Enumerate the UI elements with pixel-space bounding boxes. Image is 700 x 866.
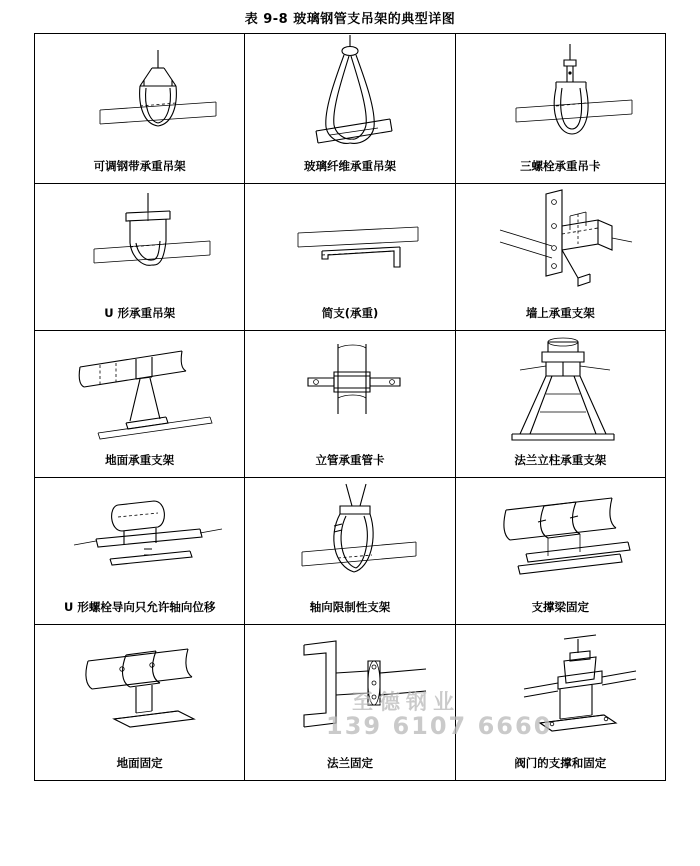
figure-cell-support-beam-fixed xyxy=(456,478,665,624)
u-type-load-hanger-figure xyxy=(35,184,244,303)
figure-cell-three-bolt-load-clamp xyxy=(456,34,665,183)
figure-caption: 支撑梁固定 xyxy=(531,600,590,615)
figure-cell-axial-restraint-bracket xyxy=(245,478,455,624)
riser-load-pipe-clamp-figure xyxy=(245,331,454,450)
floor-fixed-figure xyxy=(35,625,244,753)
figure-cell-flange-fixed xyxy=(245,625,455,780)
figure-caption: U 形承重吊架 xyxy=(104,306,176,321)
table-row xyxy=(35,34,665,184)
figure-cell-wall-mounted-load-bracket xyxy=(456,184,665,330)
figure-cell-floor-fixed xyxy=(35,625,245,780)
table-row xyxy=(35,184,665,331)
wall-mounted-load-bracket-figure xyxy=(456,184,665,303)
flange-fixed-figure xyxy=(245,625,454,753)
valve-support-and-anchor-figure xyxy=(456,625,665,753)
adjustable-steel-band-hanger-figure xyxy=(35,34,244,156)
table-title: 表 9-8 玻璃钢管支吊架的典型详图 xyxy=(244,12,456,27)
figure-caption: 简支(承重) xyxy=(321,306,379,321)
figure-caption: U 形螺栓导向只允许轴向位移 xyxy=(63,600,216,615)
figure-cell-u-type-load-hanger xyxy=(35,184,245,330)
table-row xyxy=(35,478,665,625)
three-bolt-load-clamp-figure xyxy=(456,34,665,156)
axial-restraint-bracket-figure xyxy=(245,478,454,597)
figure-caption: 地面承重支架 xyxy=(105,453,175,468)
figure-cell-floor-load-bracket xyxy=(35,331,245,477)
table-row xyxy=(35,331,665,478)
figure-cell-adjustable-steel-band-hanger xyxy=(35,34,245,183)
figure-cell-fiberglass-load-hanger xyxy=(245,34,455,183)
figure-cell-u-bolt-guide-axial-only xyxy=(35,478,245,624)
u-bolt-guide-axial-only-figure xyxy=(35,478,244,597)
simple-support-load-figure xyxy=(245,184,454,303)
watermark-phone: 139 6107 6660 xyxy=(326,712,553,740)
figure-grid xyxy=(34,33,666,781)
figure-cell-flange-column-load-bracket xyxy=(456,331,665,477)
figure-caption: 阀门的支撑和固定 xyxy=(514,756,607,771)
support-beam-fixed-figure xyxy=(456,478,665,597)
figure-caption: 地面固定 xyxy=(116,756,163,771)
figure-caption: 墙上承重支架 xyxy=(525,306,595,321)
flange-column-load-bracket-figure xyxy=(456,331,665,450)
figure-cell-simple-support-load xyxy=(245,184,455,330)
fiberglass-load-hanger-figure xyxy=(245,34,454,156)
floor-load-bracket-figure xyxy=(35,331,244,450)
figure-caption: 可调钢带承重吊架 xyxy=(93,159,186,174)
figure-caption: 三螺栓承重吊卡 xyxy=(520,159,601,174)
figure-cell-valve-support-and-anchor xyxy=(456,625,665,780)
table-row xyxy=(35,625,665,780)
figure-caption: 轴向限制性支架 xyxy=(309,600,391,615)
figure-caption: 法兰固定 xyxy=(326,756,373,771)
figure-caption: 立管承重管卡 xyxy=(315,453,385,468)
figure-cell-riser-load-pipe-clamp xyxy=(245,331,455,477)
watermark-text: 至德钢业 xyxy=(352,690,460,714)
figure-caption: 法兰立柱承重支架 xyxy=(514,453,607,468)
figure-caption: 玻璃纤维承重吊架 xyxy=(303,159,396,174)
